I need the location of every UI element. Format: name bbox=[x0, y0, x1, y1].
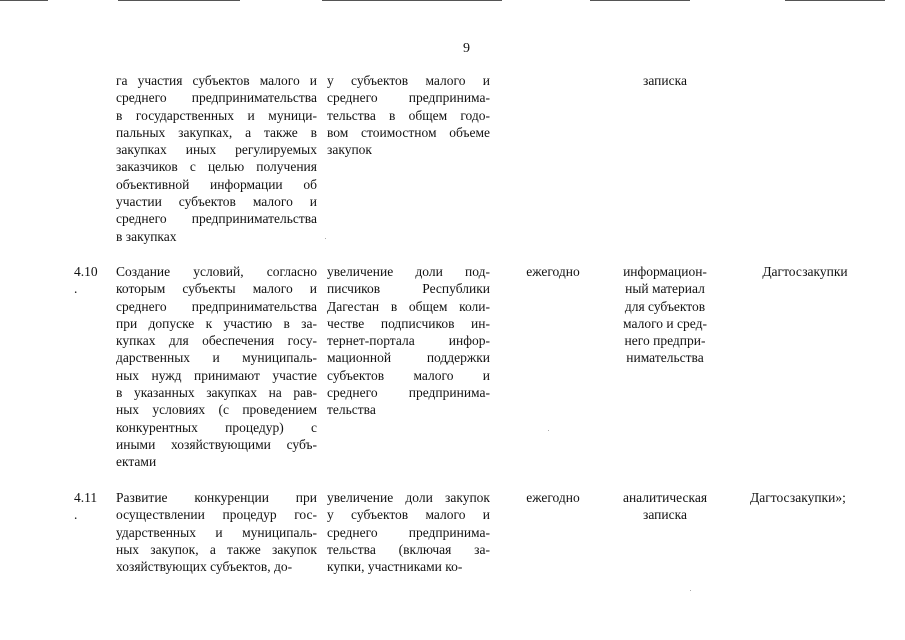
text-line: мационной поддержки bbox=[327, 350, 490, 366]
text-line: тельства bbox=[327, 402, 376, 418]
row-3-indicator bbox=[327, 489, 490, 575]
top-border-segment bbox=[118, 0, 240, 1]
text-line: честве подписчиков ин- bbox=[327, 315, 490, 331]
text-line: у субъектов малого и bbox=[327, 507, 490, 523]
row-2-description bbox=[116, 263, 317, 471]
text-line: записка bbox=[643, 73, 687, 88]
text-line: 4.11 bbox=[74, 490, 98, 505]
scan-speck bbox=[690, 590, 691, 591]
text-line: среднего предпринима- bbox=[327, 524, 490, 540]
text-line: ударственных и муниципаль- bbox=[116, 524, 317, 540]
text-line: среднего предпринимательства bbox=[116, 211, 317, 227]
text-line: записка bbox=[643, 507, 687, 523]
text-line: в государственных и муници- bbox=[116, 107, 317, 123]
text-line: аналитическая bbox=[622, 490, 708, 505]
top-border-segment bbox=[590, 0, 690, 1]
text-line: осуществлении процедур гос- bbox=[116, 507, 317, 523]
row-2-executor bbox=[750, 263, 860, 280]
text-line: среднего предпринимательства bbox=[116, 90, 317, 106]
text-line: объективной информации об bbox=[116, 176, 317, 192]
text-line: ных нужд принимают участие bbox=[116, 367, 317, 383]
row-1-result bbox=[615, 72, 715, 89]
text-line: у субъектов малого и bbox=[327, 73, 490, 88]
top-border-segment bbox=[0, 0, 48, 1]
text-line: ных закупок, а также закупок bbox=[116, 541, 317, 557]
text-line: тельства в общем годо- bbox=[327, 107, 490, 123]
text-line: . bbox=[74, 281, 78, 297]
text-line: тельства (включая за- bbox=[327, 541, 490, 557]
text-line: дарственных и муниципаль- bbox=[116, 350, 317, 366]
row-3-executor bbox=[750, 489, 870, 506]
text-line: . bbox=[74, 507, 78, 523]
text-line: для субъектов bbox=[624, 298, 706, 314]
text-line: Дагестан в общем коли- bbox=[327, 298, 490, 314]
text-line: хозяйствующих субъектов, до- bbox=[116, 559, 293, 575]
row-3-result bbox=[615, 489, 715, 524]
text-line: конкурентных процедур) с bbox=[116, 419, 317, 435]
text-line: га участия субъектов малого и bbox=[116, 73, 317, 88]
top-border-segment bbox=[322, 0, 502, 1]
text-line: увеличение доли под- bbox=[327, 264, 490, 279]
text-line: Дагтосзакупки bbox=[762, 264, 848, 279]
text-line: ных условиях (с проведением bbox=[116, 402, 317, 418]
text-line: увеличение доли закупок bbox=[327, 490, 490, 505]
scan-speck bbox=[325, 238, 326, 239]
text-line: в закупках bbox=[116, 228, 177, 244]
text-line: Создание условий, согласно bbox=[116, 264, 317, 279]
text-line: тернет-портала инфор- bbox=[327, 333, 490, 349]
row-1-indicator bbox=[327, 72, 490, 158]
text-line: нимательства bbox=[626, 350, 704, 366]
text-line: среднего предпринимательства bbox=[116, 298, 317, 314]
text-line: участии субъектов малого и bbox=[116, 194, 317, 210]
text-line: малого и сред- bbox=[623, 315, 707, 331]
text-line: ежегодно bbox=[526, 264, 580, 279]
row-1-description bbox=[116, 72, 317, 245]
text-line: ный материал bbox=[625, 281, 705, 297]
page-number: 9 bbox=[463, 41, 470, 56]
text-line: него предпри- bbox=[624, 333, 706, 349]
text-line: писчиков Республики bbox=[327, 281, 490, 297]
row-3-description bbox=[116, 489, 317, 575]
text-line: пальных закупках, а также в bbox=[116, 124, 317, 140]
row-2-number bbox=[74, 263, 106, 298]
text-line: ектами bbox=[116, 454, 157, 470]
text-line: закупках иных регулируемых bbox=[116, 142, 317, 158]
text-line: 4.10 bbox=[74, 264, 98, 279]
text-line: закупок bbox=[327, 142, 372, 158]
text-line: иными хозяйствующими субъ- bbox=[116, 436, 317, 452]
text-line: среднего предпринима- bbox=[327, 90, 490, 106]
text-line: купках для обеспечения госу- bbox=[116, 333, 317, 349]
text-line: ежегодно bbox=[526, 490, 580, 505]
text-line: Развитие конкуренции при bbox=[116, 490, 317, 505]
text-line: которым субъекты малого и bbox=[116, 281, 317, 297]
top-border-segment bbox=[785, 0, 885, 1]
text-line: информацион- bbox=[623, 264, 707, 279]
scan-speck bbox=[548, 430, 549, 431]
row-2-term bbox=[513, 263, 593, 280]
text-line: заказчиков с целью получения bbox=[116, 159, 317, 175]
row-2-indicator bbox=[327, 263, 490, 419]
text-line: в указанных закупках на рав- bbox=[116, 385, 317, 401]
text-line: вом стоимостном объеме bbox=[327, 124, 490, 140]
text-line: Дагтосзакупки»; bbox=[750, 490, 846, 505]
text-line: при допуске к участию в за- bbox=[116, 315, 317, 331]
text-line: купки, участниками ко- bbox=[327, 559, 463, 575]
row-3-term bbox=[513, 489, 593, 506]
text-line: среднего предпринима- bbox=[327, 385, 490, 401]
row-3-number bbox=[74, 489, 106, 524]
row-2-result bbox=[615, 263, 715, 367]
text-line: субъектов малого и bbox=[327, 367, 490, 383]
